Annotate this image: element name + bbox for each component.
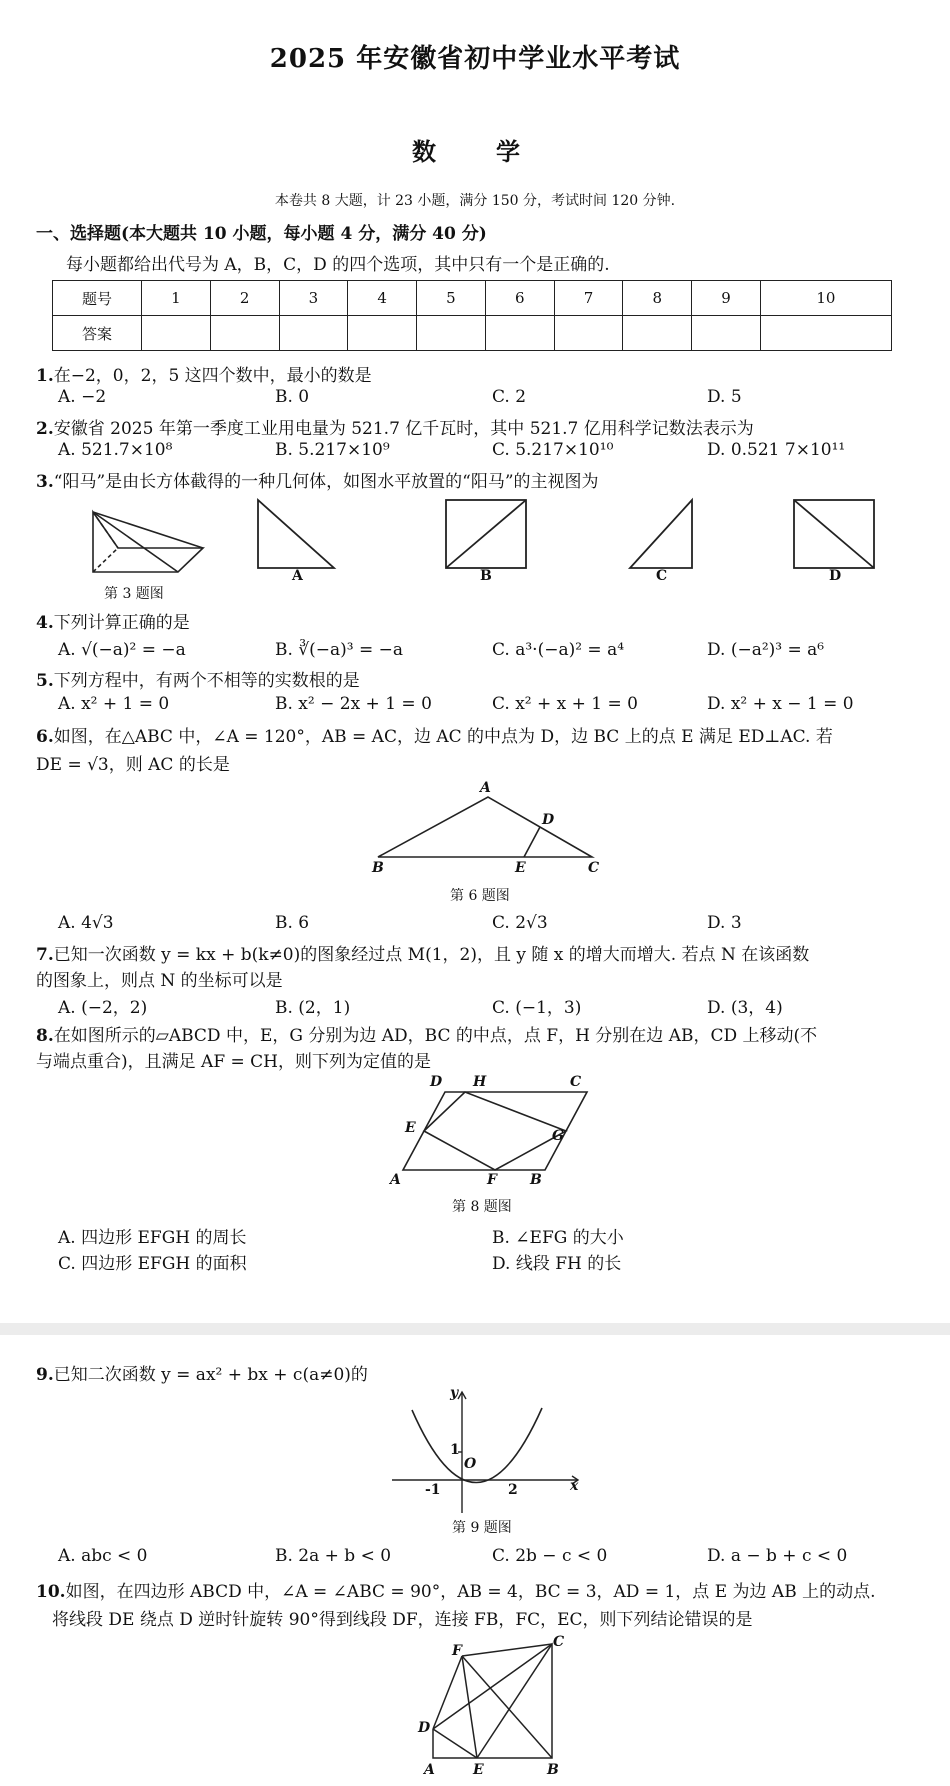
answer-cell[interactable] bbox=[692, 316, 761, 351]
question-stem: 下列方程中，有两个不相等的实数根的是 bbox=[53, 671, 360, 691]
answer-table-number: 3 bbox=[279, 281, 348, 316]
answer-cell[interactable] bbox=[279, 316, 348, 351]
option-d[interactable]: D. a − b + c < 0 bbox=[707, 1546, 848, 1566]
answer-cell[interactable] bbox=[142, 316, 211, 351]
tick-label-2: 2 bbox=[508, 1482, 518, 1498]
option-b[interactable]: B. 6 bbox=[275, 913, 310, 933]
question-number: 9. bbox=[36, 1365, 54, 1385]
answer-table-row-label: 题号 bbox=[53, 281, 142, 316]
figure-caption: 第 3 题图 bbox=[104, 586, 164, 602]
option-d[interactable]: D. 线段 FH 的长 bbox=[492, 1254, 622, 1274]
figure-q9-parabola bbox=[392, 1388, 582, 1518]
exam-info: 本卷共 8 大题，计 23 小题，满分 150 分，考试时间 120 分钟. bbox=[274, 193, 676, 209]
figure-q10-quadrilateral bbox=[420, 1640, 570, 1780]
tick-label-1: 1 bbox=[450, 1442, 460, 1458]
point-f-label: F bbox=[452, 1643, 462, 1659]
answer-cell[interactable] bbox=[348, 316, 417, 351]
option-c[interactable]: C. x² + x + 1 = 0 bbox=[492, 694, 638, 714]
question-5 bbox=[36, 666, 360, 691]
question-stem: 在−2，0，2，5 这四个数中，最小的数是 bbox=[53, 366, 372, 386]
answer-table-number: 8 bbox=[623, 281, 692, 316]
point-a-label: A bbox=[424, 1762, 435, 1778]
option-d[interactable]: D. (−a²)³ = a⁶ bbox=[707, 640, 825, 660]
option-c[interactable]: C. 5.217×10¹⁰ bbox=[492, 440, 614, 460]
answer-table-number: 6 bbox=[485, 281, 554, 316]
question-stem: 下列计算正确的是 bbox=[53, 613, 190, 633]
question-number: 3. bbox=[36, 472, 54, 492]
point-c-label: C bbox=[570, 1074, 582, 1090]
option-b-figure[interactable] bbox=[444, 498, 528, 570]
question-stem: 安徽省 2025 年第一季度工业用电量为 521.7 亿千瓦时，其中 521.7 亿用科学记数法表示为 bbox=[53, 419, 754, 439]
option-a[interactable]: A. √(−a)² = −a bbox=[58, 640, 186, 660]
point-b-label: B bbox=[530, 1172, 542, 1188]
answer-table-number: 9 bbox=[692, 281, 761, 316]
point-b-label: B bbox=[372, 860, 384, 876]
question-stem: 如图，在△ABC 中，∠A = 120°，AB = AC，边 AC 的中点为 D，边 BC 上的点 E 满足 ED⊥AC. 若 bbox=[53, 727, 833, 747]
question-1 bbox=[36, 361, 372, 386]
point-f-label: F bbox=[487, 1172, 497, 1188]
point-a-label: A bbox=[480, 780, 491, 796]
option-a[interactable]: A. 四边形 EFGH 的周长 bbox=[58, 1228, 247, 1248]
yangma-solid-figure bbox=[88, 500, 208, 580]
answer-table-number-row bbox=[53, 281, 892, 316]
answer-table-number: 4 bbox=[348, 281, 417, 316]
option-d[interactable]: D. 3 bbox=[707, 913, 742, 933]
answer-table-number: 5 bbox=[417, 281, 486, 316]
question-number: 8. bbox=[36, 1026, 54, 1046]
question-number: 6. bbox=[36, 727, 54, 747]
option-c-figure[interactable] bbox=[628, 498, 694, 570]
answer-cell[interactable] bbox=[417, 316, 486, 351]
origin-label: O bbox=[464, 1456, 477, 1472]
option-b[interactable]: B. 5.217×10⁹ bbox=[275, 440, 390, 460]
point-d-label: D bbox=[542, 812, 555, 828]
point-d-label: D bbox=[430, 1074, 443, 1090]
option-a[interactable]: A. −2 bbox=[58, 387, 107, 407]
question-stem: 已知二次函数 y = ax² + bx + c(a≠0)的 bbox=[53, 1365, 368, 1385]
option-a-figure[interactable] bbox=[256, 498, 336, 570]
question-2 bbox=[36, 414, 754, 439]
question-number: 10. bbox=[36, 1582, 66, 1602]
answer-table-answer-row bbox=[53, 316, 892, 351]
option-c[interactable]: C. 四边形 EFGH 的面积 bbox=[58, 1254, 247, 1274]
figure-label-d: D bbox=[829, 568, 842, 584]
question-stem: 已知一次函数 y = kx + b(k≠0)的图象经过点 M(1，2)，且 y 随 x 的增大而增大. 若点 N 在该函数 bbox=[53, 945, 810, 965]
question-6 bbox=[36, 722, 833, 747]
question-stem: “阳马”是由长方体截得的一种几何体，如图水平放置的“阳马”的主视图为 bbox=[53, 472, 599, 492]
question-number: 7. bbox=[36, 945, 54, 965]
point-g-label: G bbox=[552, 1128, 564, 1144]
question-8 bbox=[36, 1021, 817, 1046]
option-c[interactable]: C. 2√3 bbox=[492, 913, 548, 933]
question-7 bbox=[36, 940, 809, 965]
option-b[interactable]: B. ∠EFG 的大小 bbox=[492, 1228, 624, 1248]
question-number: 2. bbox=[36, 419, 54, 439]
point-h-label: H bbox=[473, 1074, 487, 1090]
answer-table-number: 2 bbox=[210, 281, 279, 316]
answer-table-row-label: 答案 bbox=[53, 316, 142, 351]
figure-label-b: B bbox=[480, 568, 492, 584]
point-d-label: D bbox=[418, 1720, 431, 1736]
option-c[interactable]: C. a³·(−a)² = a⁴ bbox=[492, 640, 625, 660]
option-c[interactable]: C. (−1，3) bbox=[492, 998, 582, 1018]
figure-q8-parallelogram bbox=[395, 1088, 595, 1178]
figure-caption: 第 9 题图 bbox=[452, 1520, 512, 1536]
answer-table bbox=[52, 280, 892, 351]
question-3 bbox=[36, 467, 599, 492]
point-a-label: A bbox=[390, 1172, 401, 1188]
question-9 bbox=[36, 1360, 368, 1385]
option-a[interactable]: A. 4√3 bbox=[58, 913, 114, 933]
question-stem: 在如图所示的▱ABCD 中，E，G 分别为边 AD，BC 的中点，点 F，H 分别在边 AB，CD 上移动(不 bbox=[53, 1026, 818, 1046]
question-4 bbox=[36, 608, 190, 633]
option-a[interactable]: A. x² + 1 = 0 bbox=[58, 694, 170, 714]
option-b[interactable]: B. ∛(−a)³ = −a bbox=[275, 640, 404, 660]
answer-cell[interactable] bbox=[554, 316, 623, 351]
figure-label-a: A bbox=[292, 568, 303, 584]
figure-caption: 第 8 题图 bbox=[452, 1199, 512, 1215]
answer-cell[interactable] bbox=[760, 316, 891, 351]
question-number: 5. bbox=[36, 671, 54, 691]
section-heading: 一、选择题(本大题共 10 小题，每小题 4 分，满分 40 分) bbox=[36, 224, 487, 244]
option-a[interactable]: A. abc < 0 bbox=[58, 1546, 148, 1566]
point-e-label: E bbox=[473, 1762, 484, 1778]
question-number: 1. bbox=[36, 366, 54, 386]
option-b[interactable]: B. (2，1) bbox=[275, 998, 351, 1018]
point-e-label: E bbox=[515, 860, 526, 876]
option-d[interactable]: D. (3，4) bbox=[707, 998, 783, 1018]
question-stem: 如图，在四边形 ABCD 中，∠A = ∠ABC = 90°，AB = 4，BC = 3，AD = 1，点 E 为边 AB 上的动点. bbox=[65, 1582, 876, 1602]
answer-table-number: 7 bbox=[554, 281, 623, 316]
option-d[interactable]: D. 0.521 7×10¹¹ bbox=[707, 440, 846, 460]
section-description: 每小题都给出代号为 A，B，C，D 的四个选项，其中只有一个是正确的. bbox=[66, 255, 610, 275]
option-b[interactable]: B. 0 bbox=[275, 387, 310, 407]
page-separator bbox=[0, 1323, 950, 1335]
point-e-label: E bbox=[405, 1120, 416, 1136]
option-a[interactable]: A. 521.7×10⁸ bbox=[58, 440, 173, 460]
point-b-label: B bbox=[547, 1762, 559, 1778]
point-c-label: C bbox=[553, 1634, 565, 1650]
question-10 bbox=[36, 1577, 876, 1602]
option-b[interactable]: B. x² − 2x + 1 = 0 bbox=[275, 694, 432, 714]
answer-table-number: 10 bbox=[760, 281, 891, 316]
option-c[interactable]: C. 2 bbox=[492, 387, 527, 407]
question-8-continued: 与端点重合)，且满足 AF = CH，则下列为定值的是 bbox=[36, 1052, 431, 1072]
option-d[interactable]: D. 5 bbox=[707, 387, 742, 407]
option-b[interactable]: B. 2a + b < 0 bbox=[275, 1546, 392, 1566]
question-6-continued: DE = √3，则 AC 的长是 bbox=[36, 755, 230, 775]
option-d[interactable]: D. x² + x − 1 = 0 bbox=[707, 694, 854, 714]
subject-title: 数 学 bbox=[412, 137, 538, 166]
tick-label-minus-1: -1 bbox=[425, 1482, 441, 1498]
exam-title: 2025 年安徽省初中学业水平考试 bbox=[269, 44, 681, 74]
option-d-figure[interactable] bbox=[792, 498, 876, 570]
point-c-label: C bbox=[588, 860, 600, 876]
answer-cell[interactable] bbox=[210, 316, 279, 351]
y-axis-label: y bbox=[450, 1385, 459, 1401]
answer-cell[interactable] bbox=[623, 316, 692, 351]
figure-label-c: C bbox=[656, 568, 668, 584]
question-7-continued: 的图象上，则点 N 的坐标可以是 bbox=[36, 971, 283, 991]
option-a[interactable]: A. (−2，2) bbox=[58, 998, 148, 1018]
answer-cell[interactable] bbox=[485, 316, 554, 351]
figure-caption: 第 6 题图 bbox=[450, 888, 510, 904]
question-number: 4. bbox=[36, 613, 54, 633]
option-c[interactable]: C. 2b − c < 0 bbox=[492, 1546, 608, 1566]
x-axis-label: x bbox=[570, 1478, 579, 1494]
answer-table-number: 1 bbox=[142, 281, 211, 316]
question-10-continued: 将线段 DE 绕点 D 逆时针旋转 90°得到线段 DF，连接 FB，FC，EC，则下列结论错误的是 bbox=[52, 1610, 753, 1630]
